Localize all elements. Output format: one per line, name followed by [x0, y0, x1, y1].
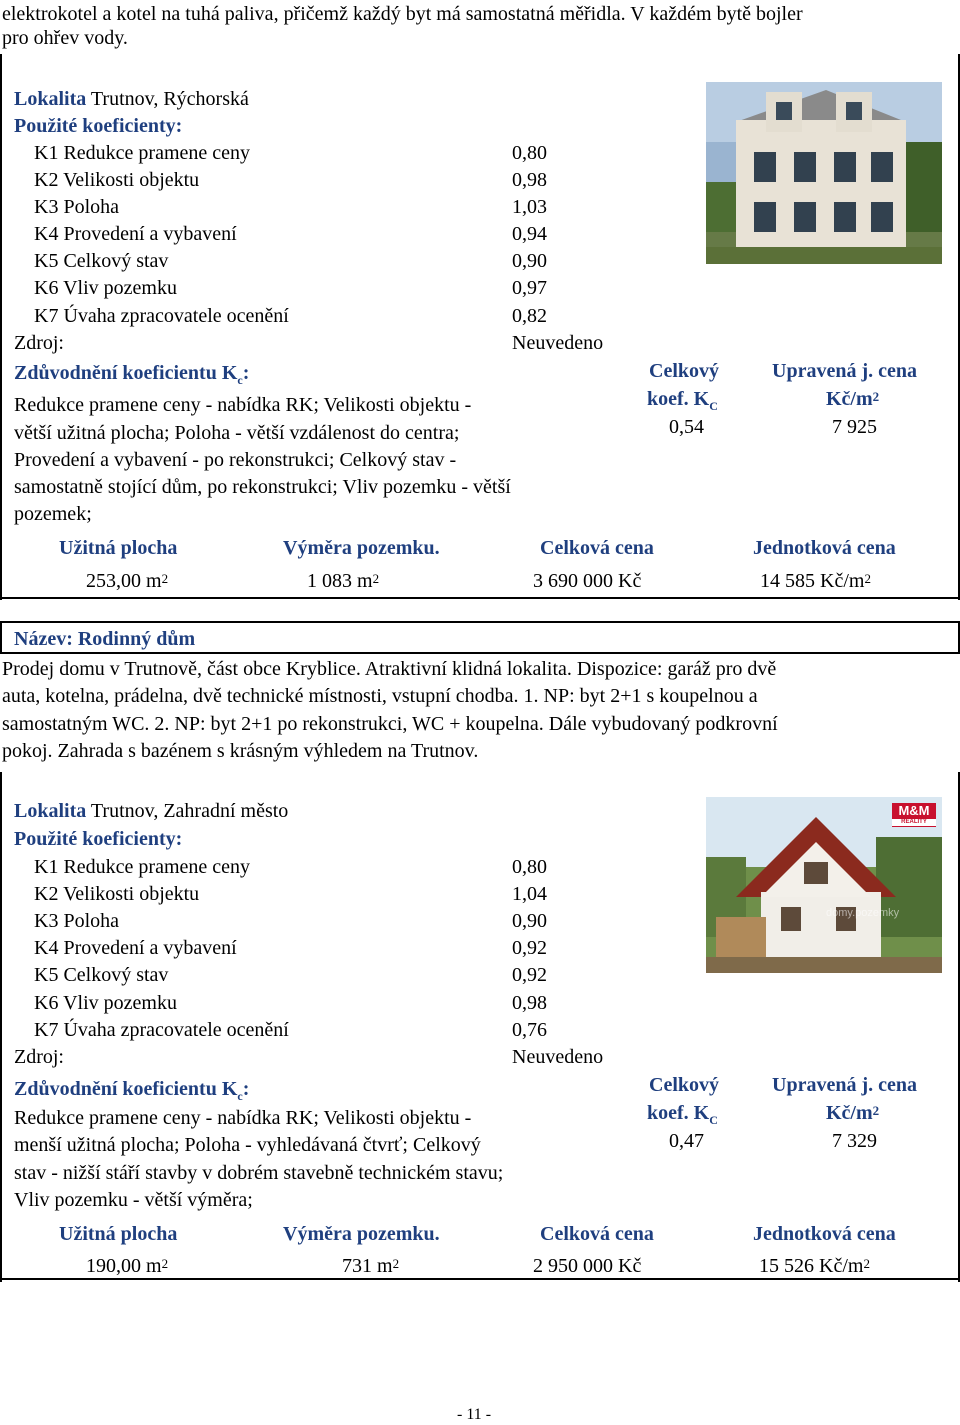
koef-name: K3 Poloha	[34, 196, 119, 218]
koef-value: 1,03	[512, 196, 547, 218]
koef-name: K5 Celkový stav	[34, 250, 169, 272]
zduvodneni-line: Redukce pramene ceny - nabídka RK; Velikosti objektu -	[14, 394, 472, 416]
koef-name: K4 Provedení a vybavení	[34, 937, 237, 959]
celkovy-value: 0,54	[669, 416, 704, 438]
realty-logo-sub: REALITY	[892, 819, 936, 826]
listing-2-koef-heading: Použité koeficienty:	[14, 828, 183, 850]
uzitna-sup: 2	[161, 571, 169, 586]
koef-value: 0,80	[512, 856, 547, 878]
zduvodneni-line: stav - nižší stáří stavby v dobrém stavebně technickém stavu;	[14, 1162, 504, 1184]
upravena-value: 7 329	[832, 1130, 877, 1152]
celkovy-koef-text: koef. K	[647, 388, 710, 410]
zduvodneni-sub: c	[237, 373, 243, 387]
lokalita-value: Trutnov, Rýchorská	[90, 88, 249, 110]
zdroj-label: Zdroj:	[14, 332, 64, 354]
house-photo-2	[706, 797, 942, 973]
koef-value: 1,04	[512, 883, 547, 905]
koef-name: K6 Vliv pozemku	[34, 277, 177, 299]
celkovy-value: 0,47	[669, 1130, 704, 1152]
zduvodneni-line: Provedení a vybavení - po rekonstrukci; Celkový stav -	[14, 449, 457, 471]
koef-value: 0,76	[512, 1019, 547, 1041]
uzitna-text: 190,00 m	[86, 1255, 162, 1277]
uzitna-text: 253,00 m	[86, 570, 162, 592]
zduvodneni-colon: :	[242, 362, 250, 384]
vymera-text: 1 083 m	[307, 570, 373, 592]
upravena-unit-text: Kč/m	[826, 388, 873, 410]
table-value-celkova: 3 690 000 Kč	[533, 570, 642, 592]
realty-logo	[892, 803, 936, 827]
upravena-label: Upravená j. cena	[772, 360, 917, 382]
uzitna-sup: 2	[161, 1256, 169, 1271]
zduvodneni-line: Redukce pramene ceny - nabídka RK; Velikosti objektu -	[14, 1107, 472, 1129]
vymera-sup: 2	[372, 571, 380, 586]
table-header-vymera: Výměra pozemku.	[283, 537, 440, 559]
koef-name: K7 Úvaha zpracovatele ocenění	[34, 305, 289, 327]
table-value-uzitna	[86, 569, 168, 593]
koef-value: 0,90	[512, 250, 547, 272]
realty-logo-text: M&M	[898, 803, 930, 818]
koef-value: 0,97	[512, 277, 547, 299]
koef-value: 0,80	[512, 142, 547, 164]
listing-2-bottom-rule	[0, 1278, 960, 1280]
zduvodneni-colon: :	[242, 1078, 250, 1100]
celkovy-koef-sub: C	[709, 1113, 718, 1127]
zduvodneni-line: pozemek;	[14, 503, 92, 525]
upravena-unit	[826, 1101, 879, 1125]
koef-name: K1 Redukce pramene ceny	[34, 856, 251, 878]
table-value-celkova: 2 950 000 Kč	[533, 1255, 642, 1277]
nazev-desc-line: Prodej domu v Trutnově, část obce Kryblice. Atraktivní klidná lokalita. Dispozice: garáž pro dvě	[2, 658, 777, 680]
koef-name: K4 Provedení a vybavení	[34, 223, 237, 245]
table-value-vymera	[342, 1254, 399, 1278]
upravena-unit-sup: 2	[872, 389, 880, 404]
nazev-desc-line: pokoj. Zahrada s bazénem s krásným výhledem na Trutnov.	[2, 740, 479, 762]
celkovy-label: Celkový	[649, 360, 719, 382]
koef-value: 0,92	[512, 964, 547, 986]
zduvodneni-line: větší užitná plocha; Poloha - větší vzdálenost do centra;	[14, 422, 460, 444]
jednotkova-sup: 2	[863, 1256, 870, 1271]
table-header-uzitna: Užitná plocha	[59, 537, 178, 559]
vymera-sup: 2	[392, 1256, 400, 1271]
listing-2-lokalita	[14, 799, 288, 823]
upravena-value: 7 925	[832, 416, 877, 438]
zduvodneni-line: menší užitná plocha; Poloha - vyhledávaná čtvrť; Celkový	[14, 1134, 481, 1156]
table-value-uzitna	[86, 1254, 168, 1278]
listing-1-lokalita	[14, 87, 249, 111]
table-value-jednotkova	[760, 569, 871, 593]
jednotkova-text: 15 526 Kč/m	[759, 1255, 864, 1277]
table-header-vymera: Výměra pozemku.	[283, 1223, 440, 1245]
koef-name: K5 Celkový stav	[34, 964, 169, 986]
nazev-desc-line: samostatným WC. 2. NP: byt 2+1 po rekonstrukci, WC + koupelna. Dále vybudovaný podkrovní	[2, 713, 778, 735]
celkovy-koef-sub: C	[709, 399, 718, 413]
celkovy-label: Celkový	[649, 1074, 719, 1096]
zduvodneni-line: Vliv pozemku - větší výměra;	[14, 1189, 253, 1211]
lokalita-label: Lokalita	[14, 88, 87, 110]
house-photo-1-image	[706, 82, 942, 264]
intro-line-1: elektrokotel a kotel na tuhá paliva, přičemž každý byt má samostatná měřidla. V každém bytě bojler	[2, 3, 803, 25]
upravena-label: Upravená j. cena	[772, 1074, 917, 1096]
zdroj-value: Neuvedeno	[512, 332, 604, 354]
celkovy-koef-label	[647, 387, 718, 418]
zdroj-label: Zdroj:	[14, 1046, 64, 1068]
table-header-jednotkova: Jednotková cena	[753, 537, 896, 559]
upravena-unit-text: Kč/m	[826, 1102, 873, 1124]
table-header-celkova: Celková cena	[540, 537, 654, 559]
table-value-jednotkova	[759, 1254, 870, 1278]
jednotkova-sup: 2	[864, 571, 871, 586]
nazev-label: Název: Rodinný dům	[14, 628, 196, 650]
intro-line-2: pro ohřev vody.	[2, 27, 128, 49]
koef-value: 0,98	[512, 169, 547, 191]
table-header-uzitna: Užitná plocha	[59, 1223, 178, 1245]
table-header-jednotkova: Jednotková cena	[753, 1223, 896, 1245]
koef-name: K2 Velikosti objektu	[34, 169, 200, 191]
zduvodneni-text: Zdůvodnění koeficientu K	[14, 1078, 238, 1100]
zduvodneni-heading	[14, 361, 249, 392]
zdroj-value: Neuvedeno	[512, 1046, 604, 1068]
jednotkova-text: 14 585 Kč/m	[760, 570, 865, 592]
koef-value: 0,98	[512, 992, 547, 1014]
koef-name: K2 Velikosti objektu	[34, 883, 200, 905]
koef-value: 0,92	[512, 937, 547, 959]
photo-watermark: domy.pozemky	[826, 907, 900, 919]
nazev-desc-line: auta, kotelna, prádelna, dvě technické místnosti, vstupní chodba. 1. NP: byt 2+1 s koupelnou a	[2, 685, 758, 707]
listing-1-bottom-rule	[0, 597, 960, 599]
zduvodneni-sub: c	[237, 1089, 243, 1103]
zduvodneni-line: samostatně stojící dům, po rekonstrukci; Vliv pozemku - větší	[14, 476, 511, 498]
koef-name: K3 Poloha	[34, 910, 119, 932]
table-value-vymera	[307, 569, 379, 593]
page-number: - 11 -	[457, 1406, 492, 1423]
koef-value: 0,82	[512, 305, 547, 327]
celkovy-koef-label	[647, 1101, 718, 1132]
koef-name: K1 Redukce pramene ceny	[34, 142, 251, 164]
lokalita-value: Trutnov, Zahradní město	[90, 800, 289, 822]
koef-name: K7 Úvaha zpracovatele ocenění	[34, 1019, 289, 1041]
koef-value: 0,90	[512, 910, 547, 932]
house-photo-1	[706, 82, 942, 264]
listing-1-koef-heading: Použité koeficienty:	[14, 115, 183, 137]
vymera-text: 731 m	[342, 1255, 393, 1277]
koef-name: K6 Vliv pozemku	[34, 992, 177, 1014]
celkovy-koef-text: koef. K	[647, 1102, 710, 1124]
koef-value: 0,94	[512, 223, 547, 245]
upravena-unit-sup: 2	[872, 1103, 880, 1118]
table-header-celkova: Celková cena	[540, 1223, 654, 1245]
upravena-unit	[826, 387, 879, 411]
zduvodneni-text: Zdůvodnění koeficientu K	[14, 362, 238, 384]
lokalita-label: Lokalita	[14, 800, 87, 822]
zduvodneni-heading	[14, 1077, 249, 1108]
